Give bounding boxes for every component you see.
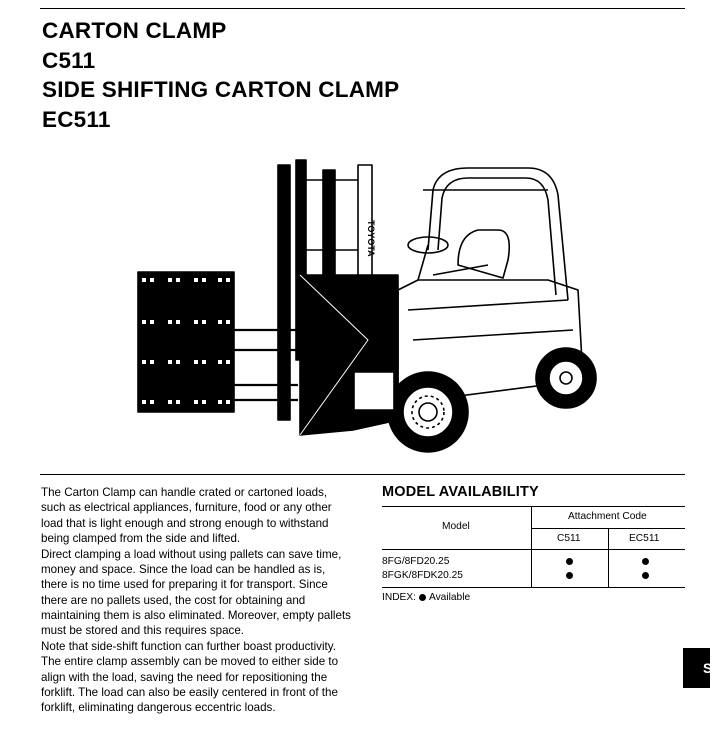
index-legend (382, 592, 470, 603)
forklift-illustration (128, 150, 598, 460)
title-line-1: CARTON CLAMP (42, 18, 227, 43)
model-header: Model (442, 521, 470, 532)
index-label: INDEX: (382, 592, 416, 603)
model-availability-title: MODEL AVAILABILITY (382, 484, 539, 500)
section-rule (40, 474, 685, 475)
description-paragraph-3: Note that side-shift function can further boast productivity. The entire clamp assembly can be moved to either side to align with the load, saving the need for repositioning the forklift. The load can also be easily centered in front of the forklift, eliminating dangerous eccentric loads. (41, 639, 339, 715)
table-divider-codes (608, 528, 609, 587)
availability-dot-row2-ec511 (642, 572, 649, 579)
index-meaning: Available (428, 592, 471, 603)
table-bottom-rule (382, 587, 685, 588)
brand-mark: TOYOTA (366, 220, 376, 257)
model-row-2: 8FGK/8FDK20.25 (382, 570, 463, 581)
available-dot-icon (419, 594, 426, 601)
code-header-c511: C511 (557, 533, 581, 544)
top-rule (40, 8, 685, 9)
description-paragraph-2: Direct clamping a load without using pallets can save time, money and space. Since the load can be handled as is, there is no time used for preparing it for transport. Since there are no pallets used, the cost for obtaining and maintaining them is also eliminated. Moreover, empty pallets must be stored and this requires space. (41, 547, 351, 638)
description-paragraph-1: The Carton Clamp can handle crated or cartoned loads, such as electrical appliances, furniture, food or any other load that is light enough and strong enough to withstand being clamped from the side and lifted. (41, 486, 332, 546)
table-divider-model (531, 506, 532, 587)
availability-dot-row2-c511 (566, 572, 573, 579)
title-line-4: EC511 (42, 106, 111, 132)
availability-dot-row1-c511 (566, 558, 573, 565)
availability-dot-row1-ec511 (642, 558, 649, 565)
side-tab-label: S (703, 660, 712, 676)
table-top-rule (382, 506, 685, 507)
attachment-code-header: Attachment Code (568, 511, 647, 522)
forklift-with-carton-clamp-icon (128, 150, 598, 460)
title-line-2: C511 (42, 47, 96, 73)
table-header-rule (382, 549, 685, 550)
description (41, 485, 353, 716)
title-line-3: SIDE SHIFTING CARTON CLAMP (42, 77, 400, 102)
section-side-tab (683, 648, 710, 688)
model-row-1: 8FG/8FD20.25 (382, 556, 450, 567)
title-block (42, 16, 399, 134)
code-header-ec511: EC511 (629, 533, 660, 544)
